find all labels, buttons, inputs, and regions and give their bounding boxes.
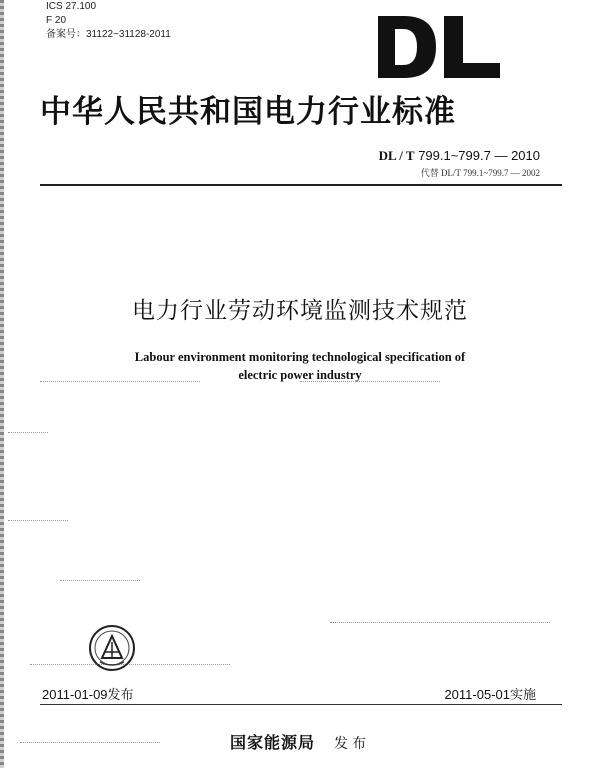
classification-block xyxy=(46,0,171,42)
title-en-line2: electric power industry xyxy=(238,368,362,382)
scan-noise xyxy=(330,622,550,624)
code-number: 799.1~799.7 — 2010 xyxy=(418,148,540,163)
issue-date: 2011-01-09发布 xyxy=(42,687,134,702)
scan-noise xyxy=(40,381,200,383)
implementation-date: 2011-05-01实施 xyxy=(444,687,536,702)
scan-noise xyxy=(60,580,140,582)
standard-code xyxy=(379,148,540,164)
code-prefix: DL / T xyxy=(378,148,415,163)
scan-noise xyxy=(300,381,440,383)
scan-edge xyxy=(0,0,4,768)
seal-emblem-icon xyxy=(88,624,136,672)
footer-divider xyxy=(40,704,562,705)
record-number: 备案号：31122~31128-2011 xyxy=(46,29,171,40)
publisher-action: 发布 xyxy=(334,736,371,752)
ics-code: ICS 27.100 xyxy=(46,1,97,12)
title-en-line1: Labour environment monitoring technological specification of xyxy=(134,350,466,364)
standard-title: 中华人民共和国电力行业标准 xyxy=(40,94,456,130)
scan-noise xyxy=(8,520,68,522)
publisher-name: 国家能源局 xyxy=(229,733,315,752)
replaces-code: 代替 DL/T 799.1~799.7 — 2002 xyxy=(420,168,540,178)
document-title-cn: 电力行业劳动环境监测技术规范 xyxy=(132,298,468,324)
publisher-line xyxy=(0,730,600,753)
category-code: F 20 xyxy=(46,15,67,26)
standard-code-block xyxy=(379,148,540,179)
scan-noise xyxy=(8,432,48,434)
header-divider xyxy=(40,184,562,186)
dl-logo xyxy=(378,16,500,78)
document-title-en xyxy=(0,348,600,384)
